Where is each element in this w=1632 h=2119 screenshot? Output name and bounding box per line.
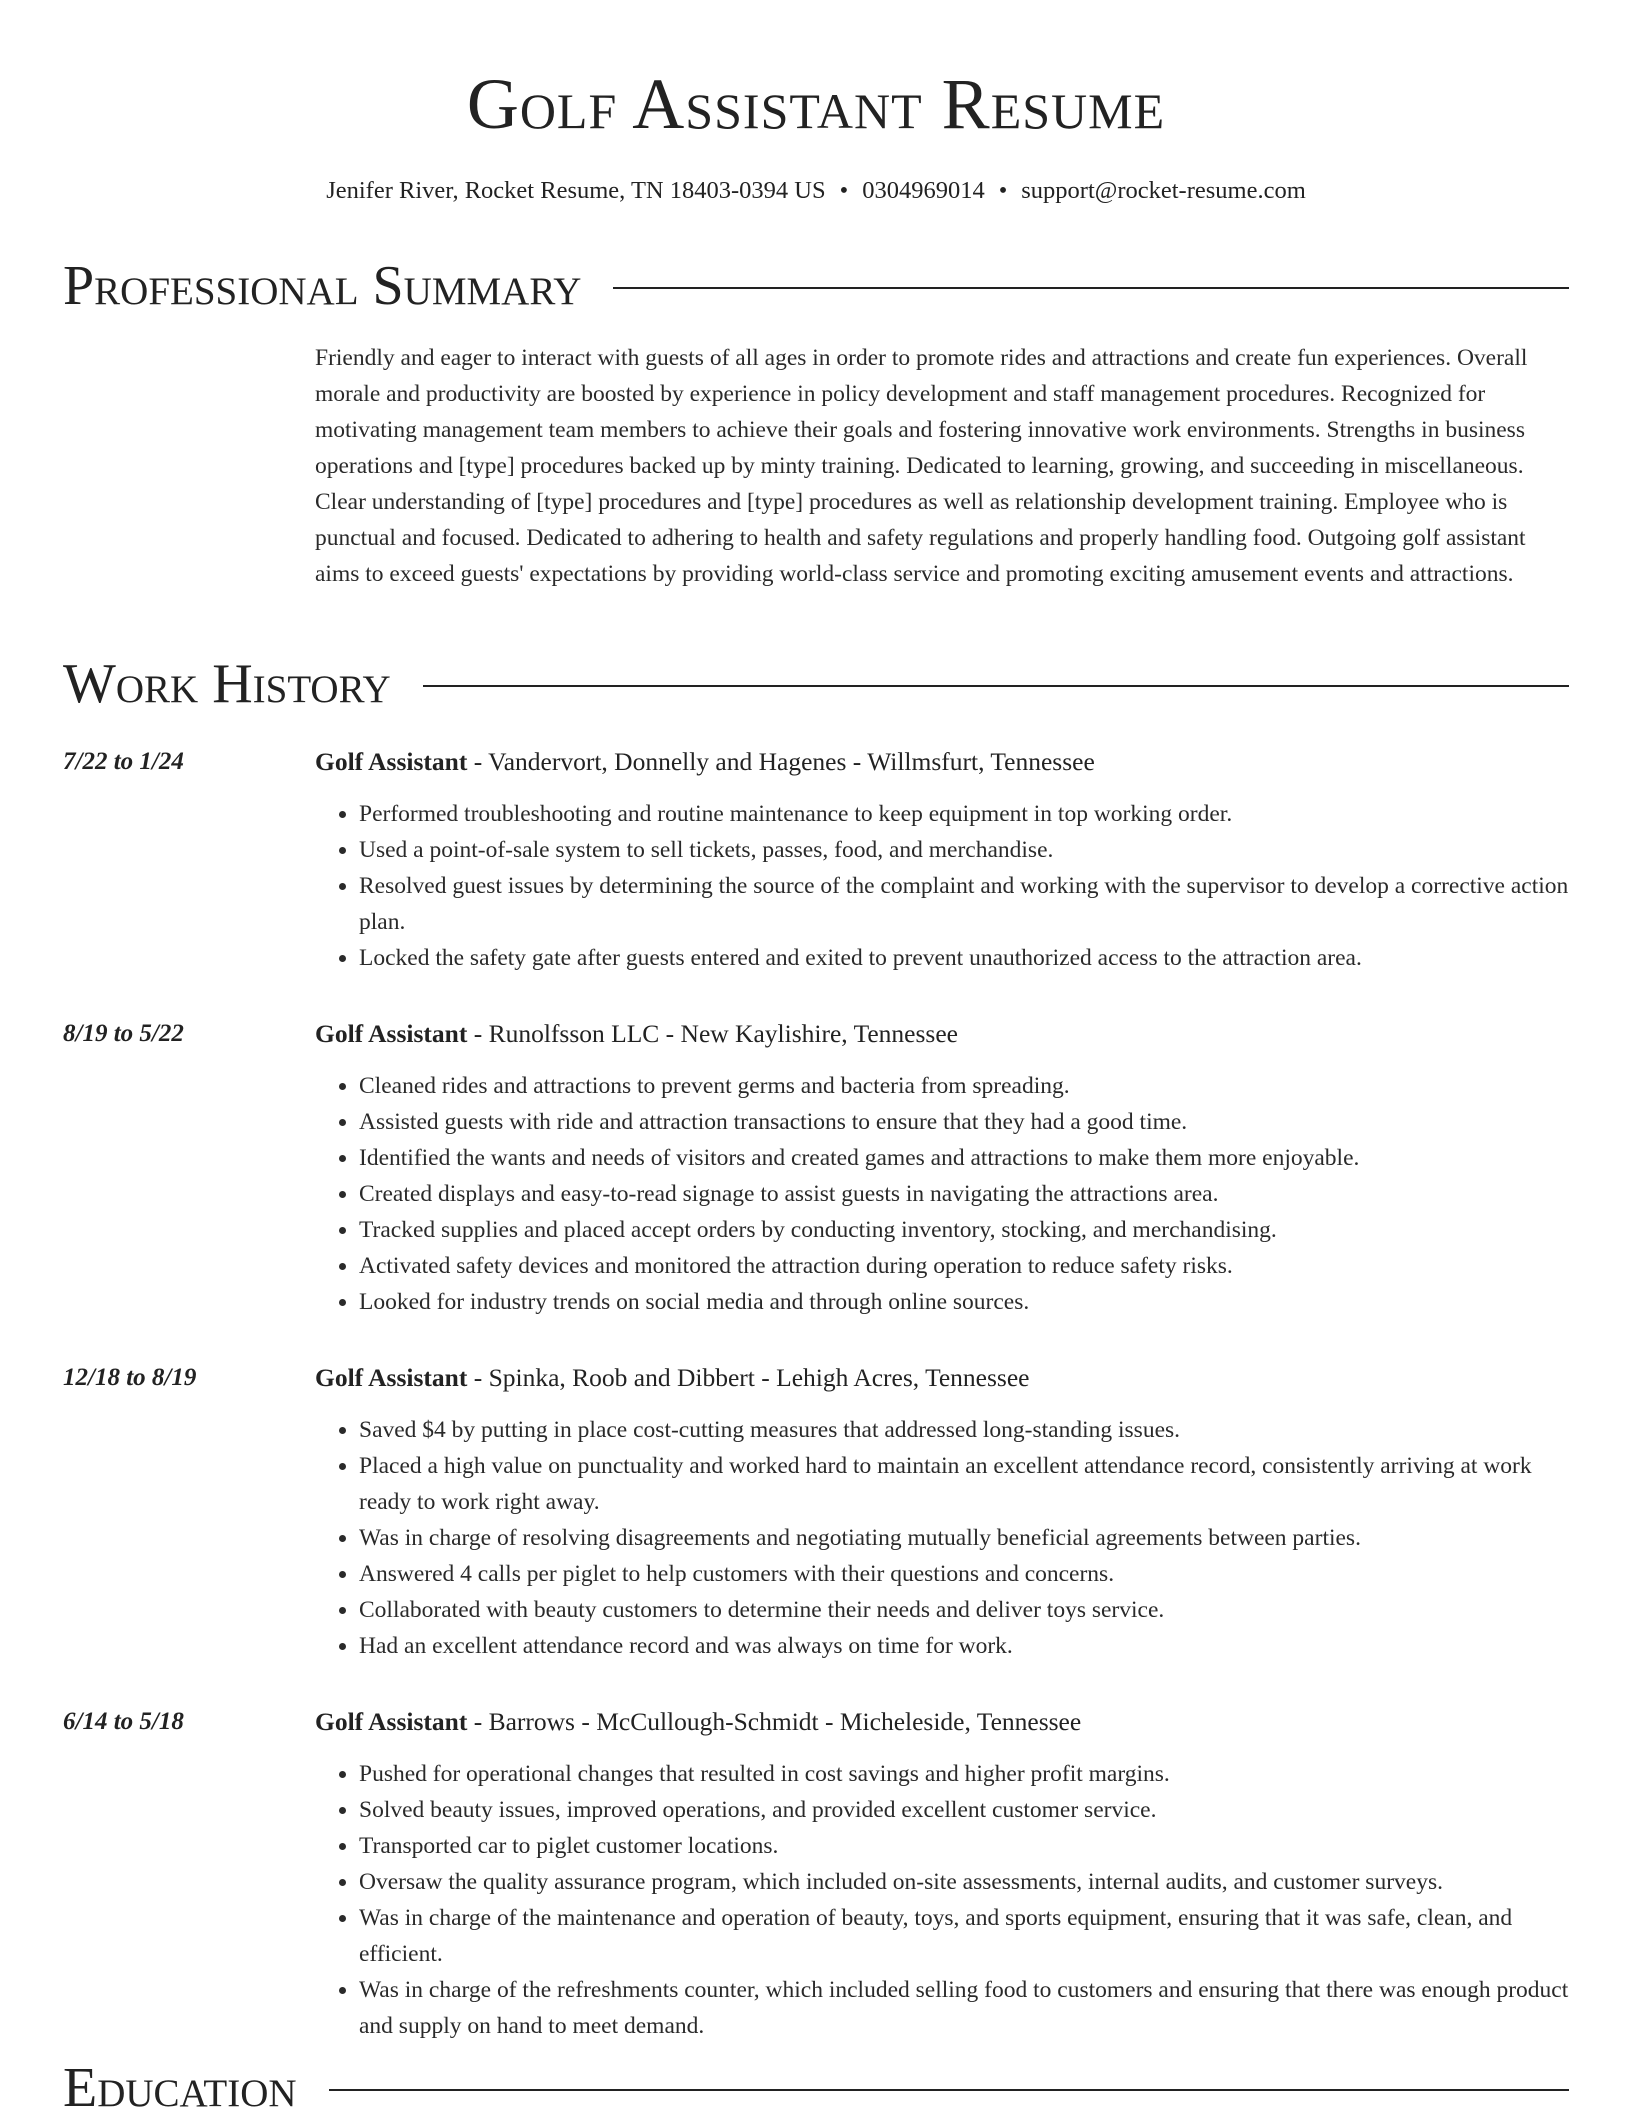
- section-title: Professional Summary: [63, 255, 582, 317]
- job-bullet: • Locked the safety gate after guests entered and exited to prevent unauthorized access to the attraction area.: [359, 940, 1569, 976]
- job-bullet: • Solved beauty issues, improved operations, and provided excellent customer service.: [359, 1792, 1569, 1828]
- job-heading: [315, 1360, 1569, 1396]
- job-bullet: • Answered 4 calls per piglet to help customers with their questions and concerns.: [359, 1556, 1569, 1592]
- job-bullet: • Resolved guest issues by determining the source of the complaint and working with the supervisor to develop a corrective action plan.: [359, 868, 1569, 940]
- job-bullet: • Identified the wants and needs of visitors and created games and attractions to make them more enjoyable.: [359, 1140, 1569, 1176]
- job-bullet: • Pushed for operational changes that resulted in cost savings and higher profit margins.: [359, 1756, 1569, 1792]
- contact-phone: 0304969014: [862, 177, 985, 204]
- job-employer-location: - Barrows - McCullough-Schmidt - Micheleside, Tennessee: [467, 1707, 1082, 1736]
- section-divider: [613, 287, 1569, 289]
- job-body: [315, 1704, 1569, 2044]
- education-section: [63, 2058, 1569, 2118]
- job-dates: 6/14 to 5/18: [63, 1708, 184, 1735]
- job-bullet: • Activated safety devices and monitored the attraction during operation to reduce safety risks.: [359, 1248, 1569, 1284]
- job-body: [315, 1360, 1569, 1664]
- job-employer-location: - Vandervort, Donnelly and Hagenes - Willmsfurt, Tennessee: [467, 747, 1095, 776]
- job-entry: [63, 1360, 1569, 1664]
- job-bullet: • Was in charge of the refreshments counter, which included selling food to customers and ensuring that there was enough product and supply on hand to meet demand.: [359, 1972, 1569, 2044]
- job-bullet: • Placed a high value on punctuality and worked hard to maintain an excellent attendance record, consistently arriving at work ready to work right away.: [359, 1448, 1569, 1520]
- job-bullet: • Had an excellent attendance record and was always on time for work.: [359, 1628, 1569, 1664]
- section-header: [63, 2058, 1569, 2118]
- job-bullet: • Performed troubleshooting and routine maintenance to keep equipment in top working order.: [359, 796, 1569, 832]
- job-bullet: • Assisted guests with ride and attraction transactions to ensure that they had a good time.: [359, 1104, 1569, 1140]
- job-body: [315, 744, 1569, 976]
- section-title: Work History: [63, 653, 391, 715]
- professional-summary-section: [63, 256, 1569, 592]
- section-header: [63, 256, 1569, 316]
- section-title: Education: [63, 2057, 297, 2119]
- job-entry: [63, 1704, 1569, 2044]
- job-bullet: • Was in charge of resolving disagreements and negotiating mutually beneficial agreements between parties.: [359, 1520, 1569, 1556]
- resume-title: Golf Assistant Resume: [466, 64, 1166, 144]
- job-bullet: • Cleaned rides and attractions to prevent germs and bacteria from spreading.: [359, 1068, 1569, 1104]
- job-title: Golf Assistant: [315, 747, 468, 776]
- job-list: [63, 744, 1569, 2044]
- section-divider: [329, 2089, 1569, 2091]
- contact-separator: •: [839, 177, 849, 204]
- job-bullet: • Oversaw the quality assurance program, which included on-site assessments, internal audits, and customer surveys.: [359, 1864, 1569, 1900]
- section-divider: [423, 685, 1569, 687]
- job-entry: [63, 1016, 1569, 1320]
- job-bullet-list: [315, 796, 1569, 976]
- job-bullet: • Used a point-of-sale system to sell tickets, passes, food, and merchandise.: [359, 832, 1569, 868]
- job-employer-location: - Spinka, Roob and Dibbert - Lehigh Acres, Tennessee: [467, 1363, 1030, 1392]
- job-dates: 8/19 to 5/22: [63, 1020, 184, 1047]
- job-dates: 7/22 to 1/24: [63, 748, 184, 775]
- job-title: Golf Assistant: [315, 1707, 468, 1736]
- job-bullet: • Transported car to piglet customer locations.: [359, 1828, 1569, 1864]
- job-bullet: • Collaborated with beauty customers to determine their needs and deliver toys service.: [359, 1592, 1569, 1628]
- job-dates: 12/18 to 8/19: [63, 1364, 197, 1391]
- contact-address: Jenifer River, Rocket Resume, TN 18403-0394 US: [326, 177, 826, 204]
- job-bullet: • Saved $4 by putting in place cost-cutting measures that addressed long-standing issues.: [359, 1412, 1569, 1448]
- job-bullet: • Tracked supplies and placed accept orders by conducting inventory, stocking, and merchandising.: [359, 1212, 1569, 1248]
- job-heading: [315, 1016, 1569, 1052]
- job-body: [315, 1016, 1569, 1320]
- job-bullet-list: [315, 1756, 1569, 2044]
- job-heading: [315, 1704, 1569, 1740]
- job-bullet-list: [315, 1412, 1569, 1664]
- contact-email[interactable]: support@rocket-resume.com: [1021, 177, 1306, 204]
- job-bullet-list: [315, 1068, 1569, 1320]
- job-heading: [315, 744, 1569, 780]
- job-employer-location: - Runolfsson LLC - New Kaylishire, Tennessee: [467, 1019, 958, 1048]
- summary-text: Friendly and eager to interact with guests of all ages in order to promote rides and attractions and create fun experiences. Overall morale and productivity are boosted by experience in policy development and staff management procedures. Recognized for motivating management team members to achieve their goals and fostering innovative work environments. Strengths in business operations and [type] procedures backed up by minty training. Dedicated to learning, growing, and succeeding in miscellaneous. Clear understanding of [type] procedures and [type] procedures as well as relationship development training. Employee who is punctual and focused. Dedicated to adhering to health and safety regulations and properly handling food. Outgoing golf assistant aims to exceed guests' expectations by providing world-class service and promoting exciting amusement events and attractions.: [315, 345, 1528, 587]
- job-bullet: • Created displays and easy-to-read signage to assist guests in navigating the attractions area.: [359, 1176, 1569, 1212]
- job-entry: [63, 744, 1569, 976]
- contact-line: [0, 176, 1632, 206]
- contact-separator: •: [998, 177, 1008, 204]
- job-title: Golf Assistant: [315, 1019, 468, 1048]
- job-bullet: • Looked for industry trends on social media and through online sources.: [359, 1284, 1569, 1320]
- job-title: Golf Assistant: [315, 1363, 468, 1392]
- work-history-section: [63, 654, 1569, 2044]
- job-bullet: • Was in charge of the maintenance and operation of beauty, toys, and sports equipment, ensuring that it was safe, clean, and efficient.: [359, 1900, 1569, 1972]
- section-header: [63, 654, 1569, 714]
